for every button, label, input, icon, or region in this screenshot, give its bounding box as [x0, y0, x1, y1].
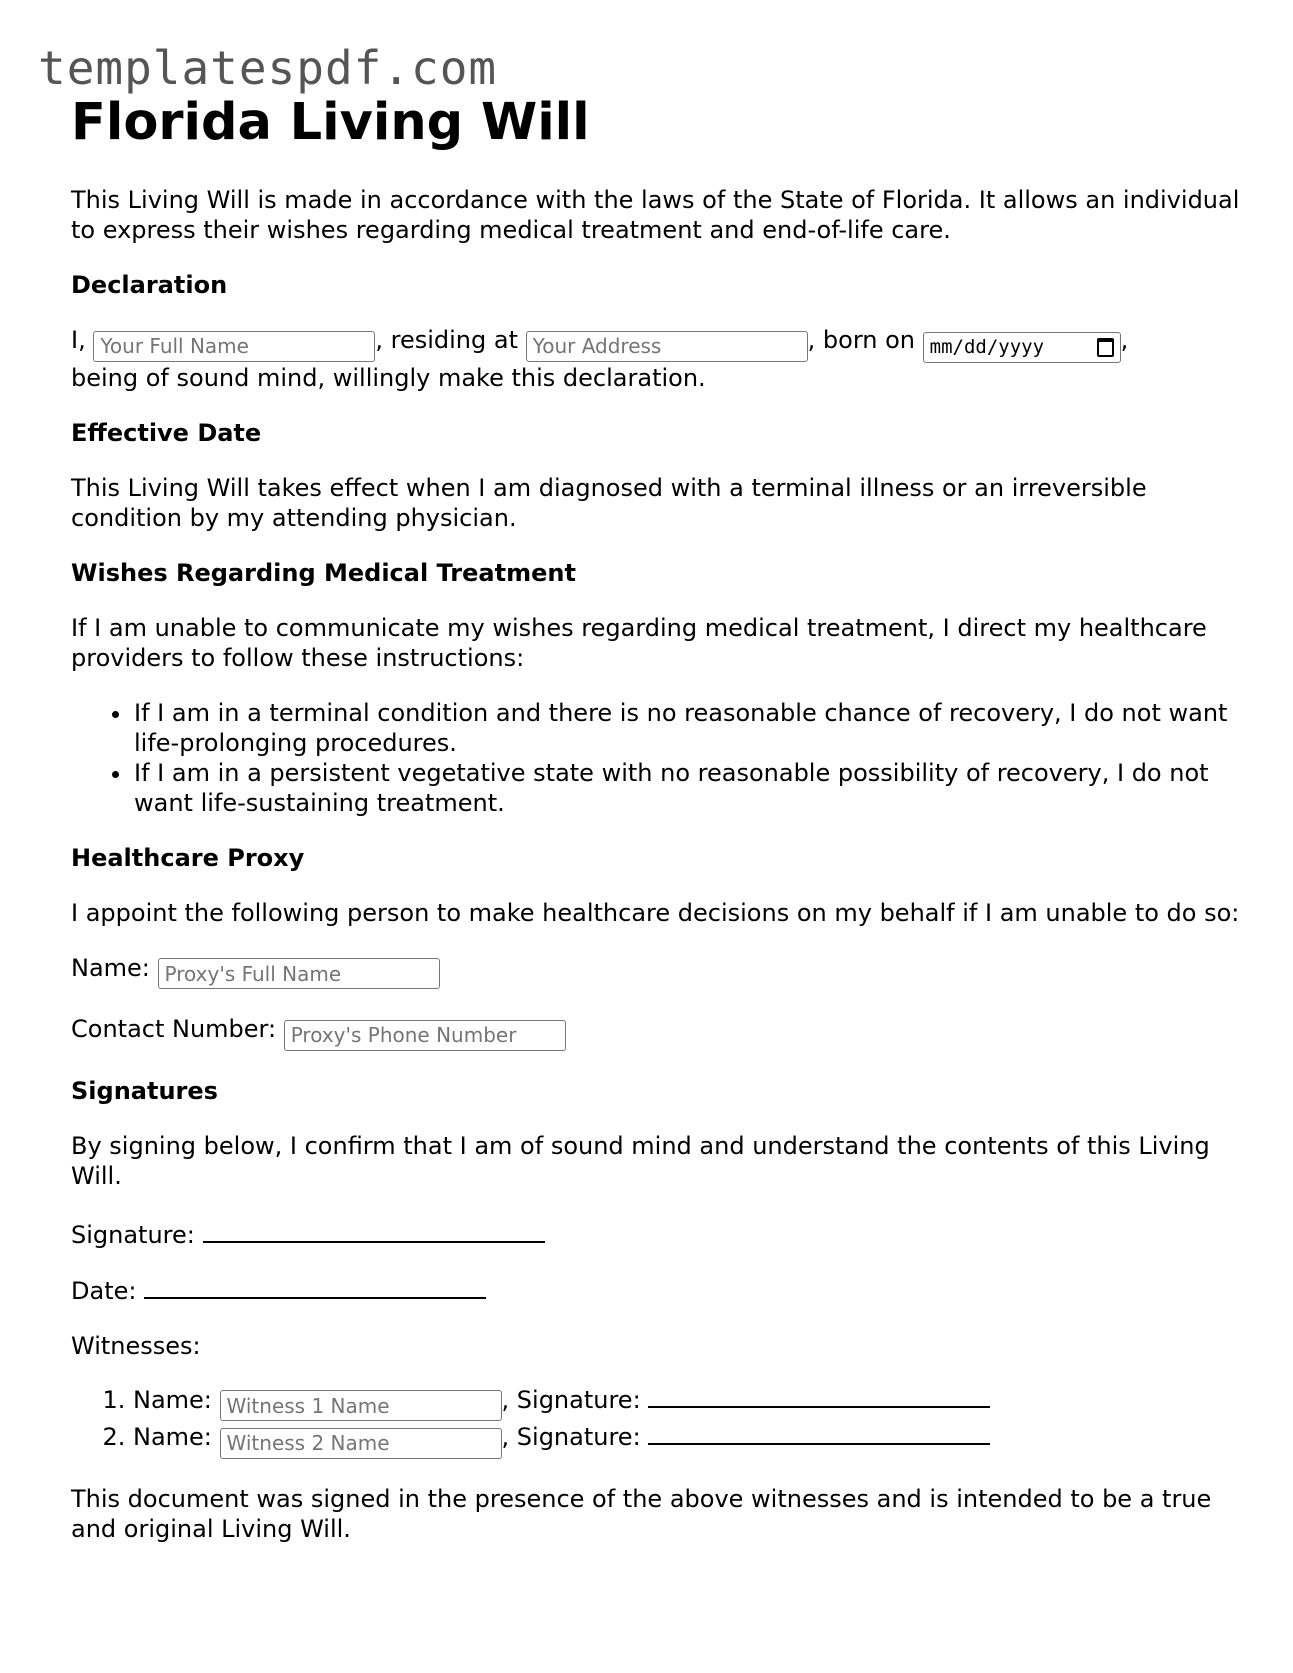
- declaration-text-tail: being of sound mind, willingly make this declaration.: [71, 363, 706, 392]
- witness-signature-label: , Signature:: [501, 1423, 641, 1451]
- witness-2-signature-line[interactable]: [648, 1421, 990, 1445]
- date-label: Date:: [71, 1276, 137, 1305]
- signatures-heading: Signatures: [71, 1076, 218, 1105]
- witness-signature-label: , Signature:: [501, 1385, 641, 1414]
- watermark: templatespdf.com: [38, 41, 498, 95]
- declaration-text-i: I,: [71, 326, 86, 354]
- wishes-list-item: • If I am in a terminal condition and there is no reasonable chance of recovery, I do not want life-prolonging procedures.: [133, 698, 1241, 758]
- date-line[interactable]: [144, 1275, 486, 1299]
- calendar-icon[interactable]: [1097, 338, 1114, 357]
- signatures-paragraph: By signing below, I confirm that I am of sound mind and understand the contents of this Living Will.: [71, 1131, 1210, 1190]
- birth-date-input[interactable]: [923, 332, 1121, 363]
- intro-paragraph: This Living Will is made in accordance with the laws of the State of Florida. It allows an individual to express their wishes regarding medical treatment and end-of-life care.: [71, 186, 1240, 244]
- witness-name-label: Name:: [133, 1385, 212, 1414]
- signature-line[interactable]: [203, 1219, 545, 1243]
- wishes-paragraph: If I am unable to communicate my wishes regarding medical treatment, I direct my healthcare providers to follow these instructions:: [71, 613, 1207, 672]
- signature-label: Signature:: [71, 1220, 195, 1249]
- full-name-input[interactable]: [93, 331, 375, 362]
- healthcare-proxy-paragraph: I appoint the following person to make healthcare decisions on my behalf if I am unable to do so:: [71, 898, 1240, 927]
- healthcare-proxy-heading: Healthcare Proxy: [71, 843, 305, 872]
- proxy-name-input[interactable]: [158, 958, 440, 989]
- witnesses-label: Witnesses:: [71, 1331, 201, 1360]
- proxy-contact-label: Contact Number:: [71, 1015, 277, 1043]
- wishes-list: [71, 698, 1241, 818]
- wishes-list-item: • If I am in a persistent vegetative state with no reasonable possibility of recovery, I do not want life-sustaining treatment.: [133, 758, 1241, 818]
- witnesses-list: [71, 1384, 1241, 1459]
- address-input[interactable]: [526, 331, 808, 362]
- proxy-phone-input[interactable]: [284, 1020, 566, 1051]
- proxy-contact-row: [71, 1014, 1241, 1051]
- declaration-paragraph: [71, 325, 1241, 393]
- birth-date-placeholder: mm/dd/yyyy: [929, 336, 1045, 358]
- witness-item: [133, 1421, 1241, 1459]
- declaration-heading: Declaration: [71, 271, 228, 299]
- witness-2-name-input[interactable]: [220, 1428, 502, 1459]
- document-title: Florida Living Will: [71, 93, 590, 152]
- witness-1-signature-line[interactable]: [648, 1384, 990, 1408]
- proxy-name-label: Name:: [71, 953, 150, 982]
- declaration-text-residing: , residing at: [375, 326, 518, 354]
- effective-date-heading: Effective Date: [71, 418, 262, 447]
- witness-1-name-input[interactable]: [220, 1390, 502, 1421]
- declaration-text-end: ,: [1120, 326, 1129, 354]
- witness-name-label: Name:: [133, 1423, 212, 1451]
- declaration-text-born: , born on: [807, 326, 915, 354]
- closing-paragraph: This document was signed in the presence of the above witnesses and is intended to be a true and original Living Will.: [71, 1484, 1212, 1543]
- witness-item: [133, 1384, 1241, 1422]
- date-row: [71, 1275, 1241, 1306]
- proxy-name-row: [71, 953, 1241, 990]
- document: [71, 88, 1241, 1544]
- effective-date-paragraph: This Living Will takes effect when I am diagnosed with a terminal illness or an irreversible condition by my attending physician.: [71, 473, 1147, 532]
- wishes-heading: Wishes Regarding Medical Treatment: [71, 558, 576, 587]
- signature-row: [71, 1219, 1241, 1250]
